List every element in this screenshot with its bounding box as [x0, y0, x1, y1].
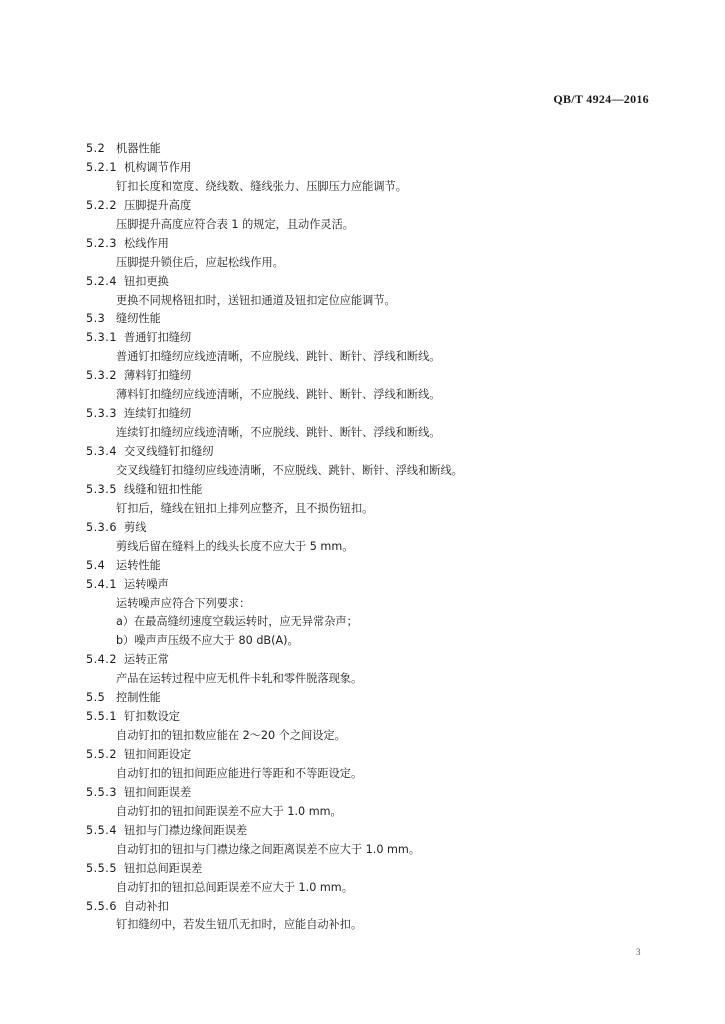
paragraph-text: a）在最高缝纫速度空载运转时，应无异常杂声；: [116, 615, 358, 629]
paragraph-text: 更换不同规格钮扣时，送钮扣通道及钮扣定位应能调节。: [116, 293, 396, 307]
section-title: 运转正常: [124, 653, 169, 667]
section-heading: [86, 519, 656, 538]
section-number: 5.4.2: [86, 653, 117, 667]
paragraph-text: 剪线后留在缝料上的线头长度不应大于 5 mm。: [116, 539, 354, 553]
section-title: 运转噪声: [124, 577, 169, 591]
section-number: 5.3.3: [86, 407, 117, 421]
paragraph-text: 自动钉扣的钮扣数应能在 2～20 个之间设定。: [116, 729, 346, 743]
paragraph-text: 钉扣长度和宽度、绕线数、缝线张力、压脚压力应能调节。: [116, 179, 407, 193]
section-title: 钮扣间距误差: [124, 785, 192, 799]
section-heading: [86, 140, 656, 159]
section-number: 5.4: [86, 558, 106, 572]
section-title: 缝纫性能: [116, 312, 161, 326]
document-body: [86, 140, 656, 935]
section-heading: [86, 898, 656, 917]
section-heading: [86, 159, 656, 178]
section-number: 5.4.1: [86, 577, 117, 591]
section-title: 松线作用: [124, 236, 169, 250]
section-title: 钮扣与门襟边缘间距误差: [124, 823, 248, 837]
section-heading: [86, 443, 656, 462]
paragraph-text: b）噪声声压级不应大于 80 dB(A)。: [116, 634, 299, 648]
section-number: 5.5.2: [86, 748, 117, 761]
section-heading: [86, 235, 656, 254]
section-heading: [86, 576, 656, 595]
section-title: 线缝和钮扣性能: [124, 482, 203, 496]
page-number: 3: [636, 947, 641, 957]
section-number: 5.2.2: [86, 198, 117, 212]
section-title: 剪线: [124, 520, 147, 534]
section-heading: [86, 557, 656, 576]
section-number: 5.5: [86, 691, 106, 705]
paragraph-text: 薄料钉扣缝纫应线迹清晰，不应脱线、跳针、断针、浮线和断线。: [116, 388, 441, 402]
paragraph-text: 自动钉扣的钮扣间距应能进行等距和不等距设定。: [116, 766, 363, 780]
paragraph-text: 钉扣缝纫中，若发生钮爪无扣时，应能自动补扣。: [116, 918, 363, 932]
section-number: 5.5.6: [86, 899, 117, 913]
section-heading: [86, 784, 656, 803]
paragraph-text: 普通钉扣缝纫应线迹清晰，不应脱线、跳针、断针、浮线和断线。: [116, 350, 441, 364]
section-title: 控制性能: [116, 691, 161, 705]
section-number: 5.3.6: [86, 520, 117, 534]
paragraph-text: 运转噪声应符合下列要求：: [116, 596, 251, 610]
paragraph-text: 自动钉扣的钮扣与门襟边缘之间距离误差不应大于 1.0 mm。: [116, 842, 421, 856]
section-number: 5.5.4: [86, 823, 117, 837]
paragraph-text: 连续钉扣缝纫应线迹清晰，不应脱线、跳针、断针、浮线和断线。: [116, 426, 441, 440]
section-number: 5.3.4: [86, 445, 117, 458]
section-number: 5.5.3: [86, 785, 117, 799]
section-title: 压脚提升高度: [124, 198, 192, 212]
section-number: 5.3.2: [86, 369, 117, 383]
paragraph-text: 自动钉扣的钮扣间距误差不应大于 1.0 mm。: [116, 804, 342, 818]
section-number: 5.3: [86, 312, 106, 326]
section-heading: [86, 651, 656, 670]
section-title: 自动补扣: [124, 899, 169, 913]
section-number: 5.5.1: [86, 710, 117, 724]
section-heading: [86, 197, 656, 216]
section-heading: [86, 405, 656, 424]
section-title: 薄料钉扣缝纫: [124, 369, 192, 383]
section-heading: [86, 367, 656, 386]
section-heading: [86, 273, 656, 292]
section-title: 机器性能: [116, 142, 161, 155]
paragraph-text: 自动钉扣的钮扣总间距误差不应大于 1.0 mm。: [116, 880, 353, 894]
section-number: 5.3.1: [86, 331, 117, 345]
paragraph-text: 压脚提升锁住后，应起松线作用。: [116, 255, 284, 269]
paragraph-text: 交叉线缝钉扣缝纫应线迹清晰，不应脱线、跳针、断针、浮线和断线。: [116, 463, 463, 477]
section-heading: [86, 329, 656, 348]
paragraph-text: 产品在运转过程中应无机件卡轧和零件脱落现象。: [116, 672, 363, 686]
paragraph-text: 压脚提升高度应符合表 1 的规定，且动作灵活。: [116, 217, 354, 231]
section-title: 机构调节作用: [124, 160, 192, 174]
section-title: 钮扣间距设定: [124, 748, 192, 761]
document-code-header: QB/T 4924—2016: [553, 92, 649, 106]
section-heading: [86, 310, 656, 329]
section-title: 钮扣更换: [124, 274, 169, 288]
paragraph-text: 钉扣后，缝线在钮扣上排列应整齐，且不损伤钮扣。: [116, 501, 374, 515]
section-title: 连续钉扣缝纫: [124, 407, 192, 421]
section-heading: [86, 481, 656, 500]
section-title: 钉扣数设定: [124, 710, 180, 724]
section-heading: [86, 860, 656, 879]
section-title: 交叉线缝钉扣缝纫: [124, 445, 214, 458]
section-heading: [86, 689, 656, 708]
section-number: 5.2.3: [86, 236, 117, 250]
section-title: 运转性能: [116, 558, 161, 572]
section-number: 5.3.5: [86, 482, 117, 496]
section-title: 钮扣总间距误差: [124, 861, 203, 875]
section-number: 5.2.1: [86, 160, 117, 174]
section-number: 5.5.5: [86, 861, 117, 875]
section-number: 5.2: [86, 142, 106, 155]
section-title: 普通钉扣缝纫: [124, 331, 192, 345]
section-heading: [86, 822, 656, 841]
section-heading: [86, 708, 656, 727]
section-heading: [86, 746, 656, 765]
section-number: 5.2.4: [86, 274, 117, 288]
